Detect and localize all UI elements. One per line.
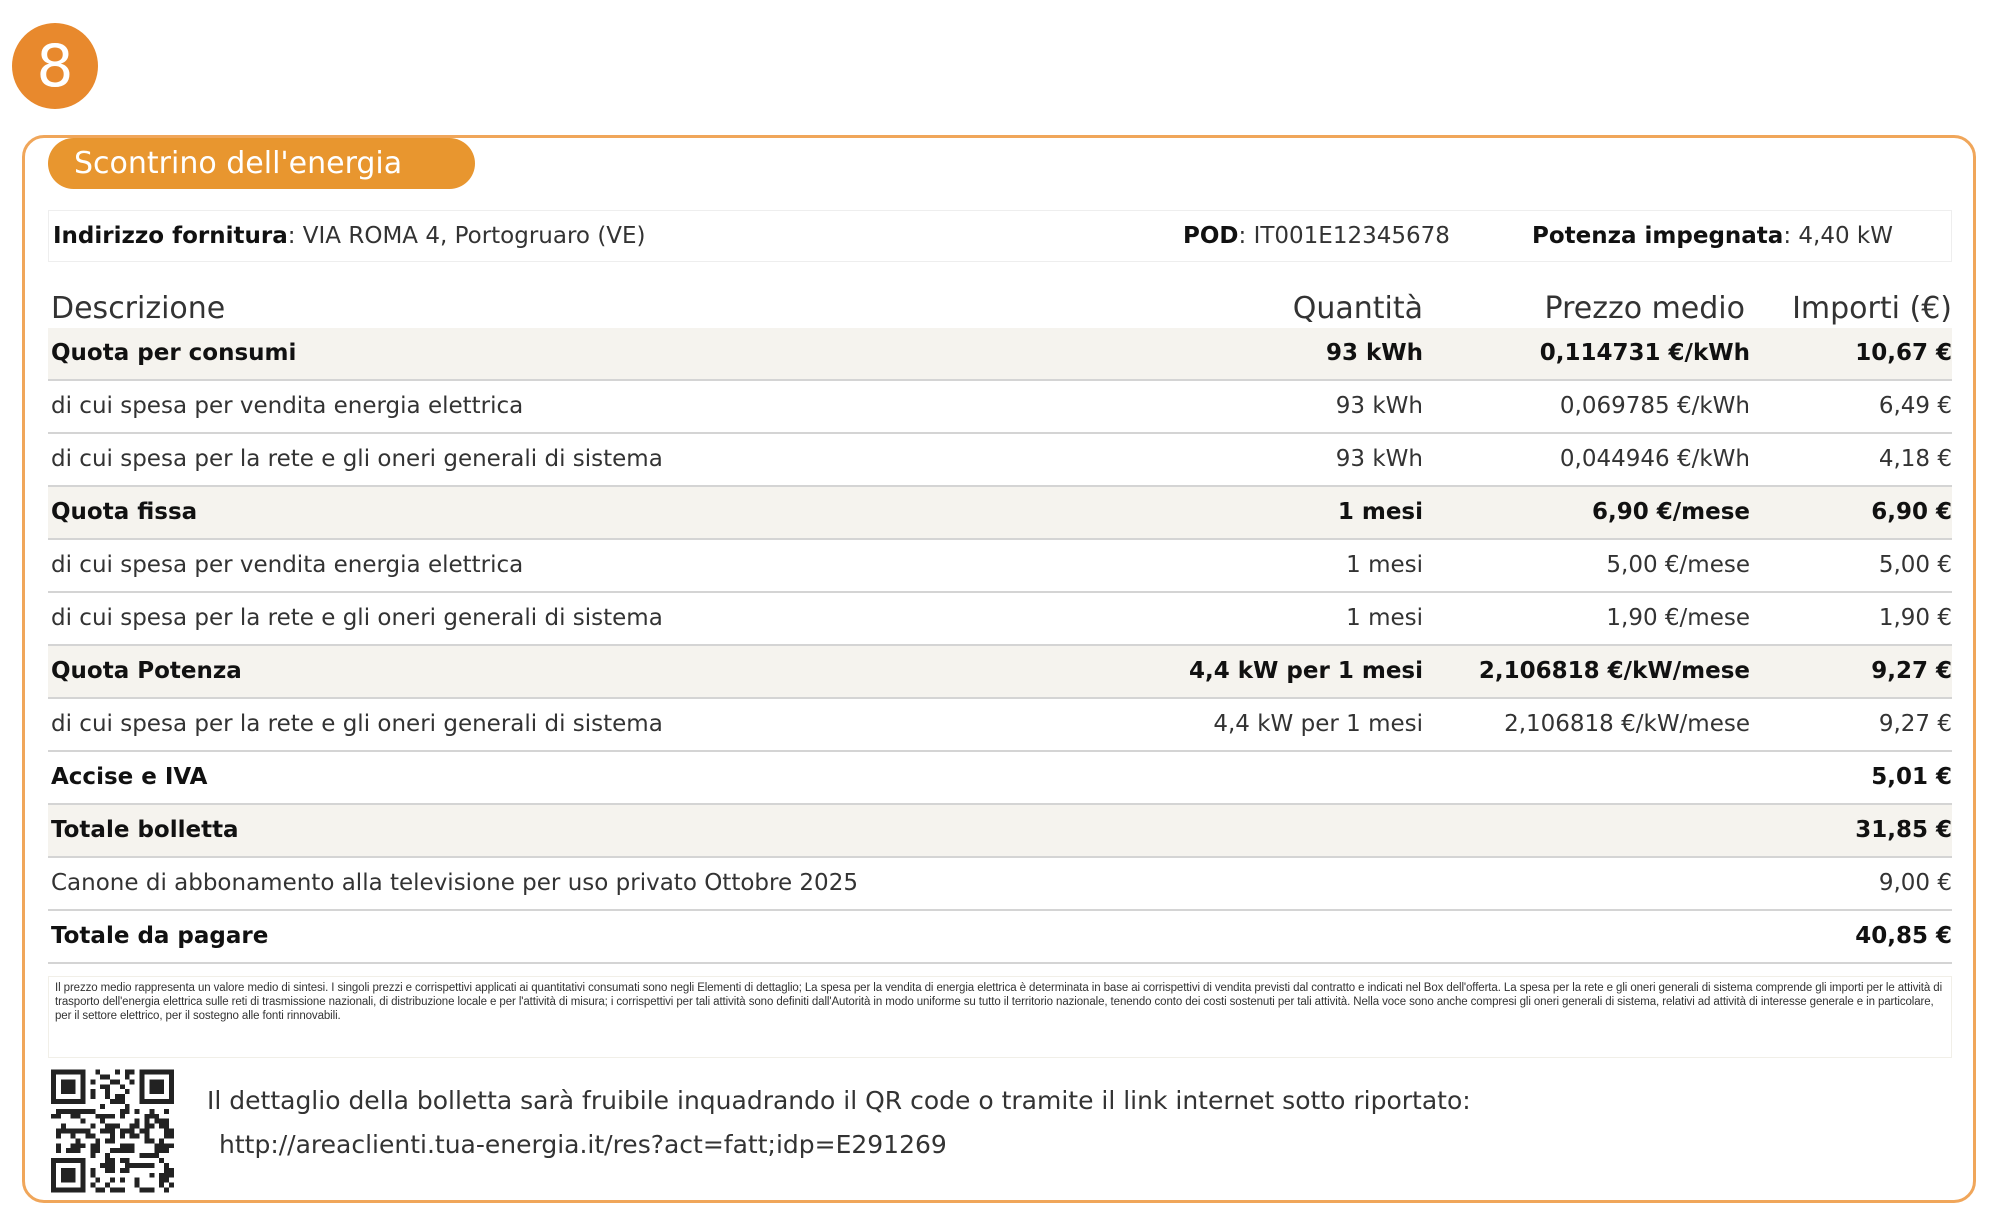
table-row: [48, 805, 1952, 858]
address-value: : VIA ROMA 4, Portogruaro (VE): [287, 223, 646, 249]
row-amount: 9,00 €: [1878, 870, 1952, 896]
row-description: Quota Potenza: [51, 658, 242, 684]
row-amount: 6,49 €: [1878, 393, 1952, 419]
row-amount: 1,90 €: [1878, 605, 1952, 631]
row-quantity: 93 kWh: [1335, 446, 1423, 472]
row-price: 6,90 €/mese: [1591, 499, 1750, 525]
row-quantity: 4,4 kW per 1 mesi: [1189, 658, 1423, 684]
header-amount: Importi (€): [1792, 291, 1952, 326]
row-description: Quota per consumi: [51, 340, 297, 366]
table-row: [48, 752, 1952, 805]
row-amount: 9,27 €: [1878, 711, 1952, 737]
row-price: 2,106818 €/kW/mese: [1504, 711, 1750, 737]
row-description: di cui spesa per vendita energia elettrica: [51, 393, 524, 419]
section-title: Scontrino dell'energia: [48, 138, 475, 189]
bill-detail-link[interactable]: http://areaclienti.tua-energia.it/res?act=fatt;idp=E291269: [219, 1130, 947, 1159]
table-row: [48, 434, 1952, 487]
power-label: Potenza impegnata: [1532, 223, 1784, 249]
row-description: Totale bolletta: [51, 817, 239, 843]
address-label: Indirizzo fornitura: [53, 223, 288, 249]
qr-code[interactable]: [51, 1069, 174, 1193]
row-description: di cui spesa per vendita energia elettrica: [51, 552, 524, 578]
row-quantity: 93 kWh: [1335, 393, 1423, 419]
row-amount: 9,27 €: [1871, 658, 1952, 684]
table-row: [48, 328, 1952, 381]
row-quantity: 1 mesi: [1346, 552, 1423, 578]
pod: [1183, 211, 1450, 261]
table-row: [48, 911, 1952, 964]
row-quantity: 1 mesi: [1346, 605, 1423, 631]
row-description: Accise e IVA: [51, 764, 208, 790]
header-description: Descrizione: [51, 291, 226, 326]
row-description: di cui spesa per la rete e gli oneri generali di sistema: [51, 446, 663, 472]
table-row: [48, 381, 1952, 434]
table-row: [48, 487, 1952, 540]
table-row: [48, 699, 1952, 752]
table-row: [48, 858, 1952, 911]
header-quantity: Quantità: [1292, 291, 1423, 326]
row-price: 5,00 €/mese: [1606, 552, 1750, 578]
row-description: di cui spesa per la rete e gli oneri generali di sistema: [51, 605, 663, 631]
row-description: Totale da pagare: [51, 923, 269, 949]
pod-value: : IT001E12345678: [1238, 223, 1450, 249]
row-quantity: 4,4 kW per 1 mesi: [1213, 711, 1423, 737]
committed-power: [1532, 211, 1893, 261]
header-price: Prezzo medio: [1544, 291, 1745, 326]
row-price: 0,069785 €/kWh: [1559, 393, 1750, 419]
row-quantity: 1 mesi: [1337, 499, 1423, 525]
pod-label: POD: [1183, 223, 1239, 249]
row-price: 0,044946 €/kWh: [1559, 446, 1750, 472]
row-amount: 40,85 €: [1855, 923, 1952, 949]
cost-table: [48, 280, 1952, 964]
step-number-badge: 8: [12, 23, 98, 109]
qr-description: Il dettaglio della bolletta sarà fruibile inquadrando il QR code o tramite il link internet sotto riportato:: [207, 1086, 1471, 1115]
table-row: [48, 646, 1952, 699]
row-amount: 6,90 €: [1871, 499, 1952, 525]
table-row: [48, 540, 1952, 593]
fine-print: Il prezzo medio rappresenta un valore medio di sintesi. I singoli prezzi e corrispettivi applicati ai quantitativi consumati sono negli Elementi di dettaglio; La spesa per la vendita di energia elettrica è determinata in base ai corrispettivi di vendita previsti dal contratto e indicati nel Box dell'offerta. La spesa per la rete e gli oneri generali di sistema comprende gli importi per le attività di trasporto dell'energia elettrica sulle reti di trasmissione nazionali, di distribuzione locale e per l'attività di misura; i corrispettivi per tali attività sono definiti dall'Autorità in modo uniforme su tutto il territorio nazionale, tenendo conto dei costi sostenuti per tali attività. Nella voce sono anche compresi gli oneri generali di sistema, relativi ad attività di interesse generale e in particolare, per il settore elettrico, per il sostegno alle fonti rinnovabili.: [48, 976, 1952, 1058]
supply-address: [53, 211, 646, 261]
row-description: Canone di abbonamento alla televisione per uso privato Ottobre 2025: [51, 870, 858, 896]
row-description: Quota fissa: [51, 499, 198, 525]
row-price: 1,90 €/mese: [1606, 605, 1750, 631]
row-amount: 5,01 €: [1871, 764, 1952, 790]
supply-info-bar: [48, 210, 1952, 262]
table-row: [48, 593, 1952, 646]
row-amount: 31,85 €: [1855, 817, 1952, 843]
row-quantity: 93 kWh: [1325, 340, 1423, 366]
power-value: : 4,40 kW: [1783, 223, 1893, 249]
table-body: [48, 328, 1952, 964]
row-price: 0,114731 €/kWh: [1539, 340, 1750, 366]
row-amount: 4,18 €: [1878, 446, 1952, 472]
row-amount: 5,00 €: [1878, 552, 1952, 578]
row-price: 2,106818 €/kW/mese: [1478, 658, 1750, 684]
row-description: di cui spesa per la rete e gli oneri generali di sistema: [51, 711, 663, 737]
row-amount: 10,67 €: [1855, 340, 1952, 366]
table-header: [48, 280, 1952, 328]
